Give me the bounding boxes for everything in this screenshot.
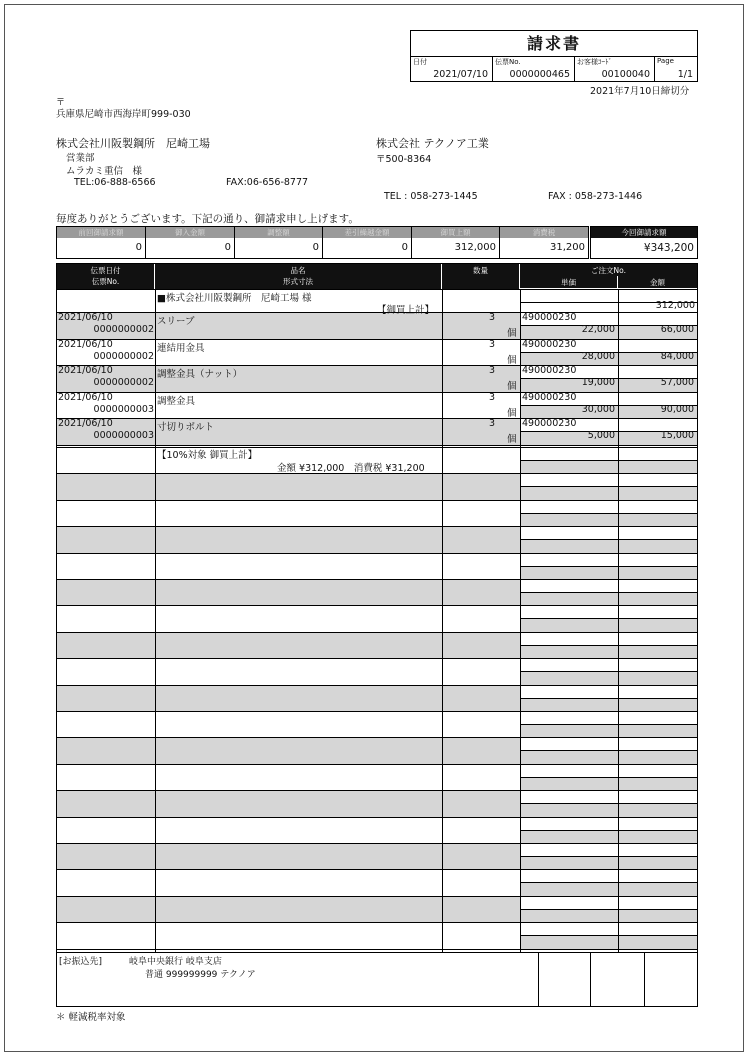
slip-number: 0000000465: [509, 69, 570, 80]
row-divider: [57, 949, 697, 950]
row-divider: [520, 724, 697, 725]
row-date: 2021/06/10: [58, 418, 113, 429]
row-divider: [57, 365, 697, 366]
price-shade: [520, 724, 697, 737]
price-shade: [520, 539, 697, 552]
customer-line: ■株式会社川阪製鋼所 尼崎工場 様: [157, 293, 312, 304]
row-shade: [57, 737, 520, 763]
header-item-spec: [155, 264, 442, 289]
row-order-no: 490000230: [522, 365, 577, 376]
row-amount: 57,000: [660, 377, 694, 388]
summary-adjust: [234, 226, 323, 259]
row-divider: [520, 539, 697, 540]
line-items-table: [56, 263, 698, 953]
row-divider: [520, 803, 697, 804]
row-divider: [520, 671, 697, 672]
date-cell: [411, 57, 493, 82]
summary-previous: [56, 226, 146, 259]
summary-purchase-label: 御買上額: [412, 227, 499, 238]
row-divider: [520, 830, 697, 831]
recipient-address: 兵庫県尼崎市西海岸町999-030: [56, 109, 191, 120]
row-slip: 0000000003: [93, 430, 154, 441]
row-order-no: 490000230: [522, 418, 577, 429]
row-price: 19,000: [581, 377, 615, 388]
closing-date: 2021年7月10日締切分: [590, 86, 690, 97]
bank-account: 普通 999999999 テクノア: [145, 970, 256, 980]
row-divider: [520, 935, 697, 936]
row-shade: [57, 685, 520, 711]
row-order-no: 490000230: [522, 391, 577, 403]
summary-tax-label: 消費税: [500, 227, 588, 238]
row-divider: [57, 632, 697, 633]
row-qty: 3: [488, 365, 495, 376]
header-date-slip: [57, 264, 155, 289]
row-shade: [57, 896, 520, 922]
row-qty: 3: [488, 312, 495, 323]
row-amount: 84,000: [660, 350, 694, 362]
recipient-company: 株式会社川阪製鋼所 尼崎工場: [56, 137, 210, 150]
sender-postal: 〒500-8364: [376, 154, 432, 165]
sender-fax: FAX : 058-273-1446: [548, 191, 643, 202]
summary-adjust-value: 0: [312, 242, 319, 253]
row-divider: [57, 711, 697, 712]
row-unit: 個: [507, 407, 517, 419]
price-shade: [520, 513, 697, 526]
header-item: 品名: [290, 266, 306, 275]
row-slip: 0000000002: [93, 350, 154, 362]
row-divider: [520, 777, 697, 778]
row-divider: [57, 869, 697, 870]
row-divider: [57, 896, 697, 897]
row-divider: [520, 513, 697, 514]
row-price: 28,000: [581, 350, 615, 362]
summary-previous-value: 0: [135, 242, 142, 253]
row-price: 5,000: [587, 430, 615, 441]
row-price: 30,000: [581, 403, 615, 415]
row-unit: 個: [507, 354, 517, 366]
price-shade: [520, 698, 697, 711]
row-unit: 個: [507, 328, 517, 339]
footer-divider: [538, 953, 539, 1006]
price-shade: [520, 645, 697, 658]
price-shade: [520, 750, 697, 763]
row-amount: 15,000: [660, 430, 694, 441]
row-divider: [520, 909, 697, 910]
summary-payment-label: 御入金額: [146, 227, 234, 238]
header-qty-label: 数量: [473, 266, 488, 275]
page-cell: [655, 57, 697, 82]
summary-purchase-value: 312,000: [454, 242, 496, 253]
footer-box: [56, 953, 698, 1007]
row-shade: [57, 473, 520, 499]
price-shade: [520, 909, 697, 922]
subtotal-label: 【御買上計】: [377, 305, 435, 316]
summary-total-label: 今回御請求額: [591, 227, 697, 238]
row-divider: [520, 645, 697, 646]
row-qty: 3: [488, 418, 495, 429]
header-spec: 形式寸法: [283, 277, 313, 286]
row-date: 2021/06/10: [58, 365, 113, 376]
row-unit: 個: [507, 381, 517, 392]
row-date: 2021/06/10: [58, 338, 113, 350]
recipient-person: ムラカミ重信 様: [66, 166, 143, 177]
header-slip: 伝票No.: [91, 277, 120, 286]
column-divider: [618, 289, 619, 952]
column-divider: [155, 289, 156, 952]
price-shade: [520, 856, 697, 869]
header-amount-label: 金額: [650, 278, 665, 287]
row-date: 2021/06/10: [58, 312, 113, 323]
column-divider: [520, 289, 521, 952]
summary-tax: [499, 226, 589, 259]
price-shade: [520, 777, 697, 790]
summary-payment-value: 0: [224, 242, 231, 253]
slip-label: 伝票No.: [495, 58, 521, 66]
header-price: [520, 276, 618, 288]
sender-tel: TEL : 058-273-1445: [384, 191, 478, 202]
row-slip: 0000000003: [93, 403, 154, 415]
row-item: 調整金具（ナット）: [157, 369, 243, 380]
row-divider: [57, 447, 697, 448]
row-shade: [57, 790, 520, 816]
row-divider: [520, 698, 697, 699]
row-divider: [57, 922, 697, 923]
row-order-no: 490000230: [522, 312, 577, 323]
price-shade: [520, 935, 697, 948]
price-shade: [520, 566, 697, 579]
summary-carryover: [322, 226, 412, 259]
row-divider: [57, 579, 697, 580]
row-slip: 0000000002: [93, 377, 154, 388]
sender-company: 株式会社 テクノア工業: [376, 137, 489, 150]
row-divider: [57, 764, 697, 765]
summary-previous-label: 前回御請求額: [57, 227, 145, 238]
row-order-no: 490000230: [522, 338, 577, 350]
row-amount: 90,000: [660, 403, 694, 415]
document-title: 請求書: [411, 31, 697, 57]
summary-total: [590, 226, 698, 259]
bank-label: [お振込先]: [59, 957, 103, 967]
price-shade: [520, 803, 697, 816]
summary-payment: [145, 226, 235, 259]
row-divider: [57, 605, 697, 606]
row-item: 連結用金具: [157, 342, 205, 354]
page-label: Page: [657, 57, 674, 65]
row-divider: [520, 566, 697, 567]
reduced-tax-note: ＊ 軽減税率対象: [56, 1012, 126, 1023]
row-divider: [520, 882, 697, 883]
footer-divider: [590, 953, 591, 1006]
row-divider: [520, 750, 697, 751]
row-shade: [57, 632, 520, 658]
row-divider: [57, 658, 697, 659]
bank-name: 岐阜中央銀行 岐阜支店: [129, 957, 222, 967]
row-divider: [520, 460, 697, 461]
row-item: 調整金具: [157, 395, 196, 407]
customer-code-cell: [575, 57, 655, 82]
row-divider: [57, 817, 697, 818]
postal-mark: 〒: [56, 98, 66, 108]
row-divider: [520, 856, 697, 857]
row-divider: [57, 289, 697, 290]
row-divider: [57, 392, 697, 393]
row-divider: [57, 526, 697, 527]
row-divider: [57, 553, 697, 554]
summary-total-value: ¥343,200: [643, 242, 694, 254]
slip-cell: [493, 57, 575, 82]
row-divider: [57, 339, 697, 340]
tax-summary-detail: 金額 ¥312,000 消費税 ¥31,200: [277, 463, 425, 474]
summary-carryover-label: 差引繰越金額: [323, 227, 411, 238]
price-shade: [520, 882, 697, 895]
greeting-text: 毎度ありがとうございます。下記の通り、御請求申し上げます。: [56, 213, 359, 225]
header-price-label: 単価: [561, 278, 576, 287]
footer-divider: [644, 953, 645, 1006]
summary-purchase: [411, 226, 500, 259]
row-amount: 66,000: [660, 324, 694, 335]
header-date: 伝票日付: [90, 266, 121, 275]
page-number: 1/1: [677, 69, 693, 80]
row-item: 寸切りボルト: [157, 422, 215, 433]
tax-summary-title: 【10%対象 御買上計】: [157, 450, 258, 461]
row-date: 2021/06/10: [58, 391, 113, 403]
row-divider: [520, 618, 697, 619]
row-divider: [57, 790, 697, 791]
row-divider: [57, 418, 697, 419]
row-unit: 個: [507, 434, 517, 445]
row-qty: 3: [488, 338, 495, 350]
summary-table: [56, 226, 698, 260]
row-shade: [57, 843, 520, 869]
recipient-tel: TEL:06-888-6566: [74, 177, 156, 188]
row-divider: [57, 500, 697, 501]
row-divider: [57, 685, 697, 686]
customer-code-label: お客様ｺｰﾄﾞ: [577, 58, 612, 66]
customer-code: 00100040: [601, 69, 650, 80]
row-divider: [57, 737, 697, 738]
row-item: スリーブ: [157, 316, 195, 327]
recipient-dept: 営業部: [66, 153, 95, 164]
header-amount: [618, 276, 697, 288]
invoice-title-block: [410, 30, 698, 82]
header-quantity: [442, 264, 520, 289]
row-slip: 0000000002: [93, 324, 154, 335]
row-shade: [57, 579, 520, 605]
row-qty: 3: [488, 391, 495, 403]
price-shade: [520, 671, 697, 684]
date-label: 日付: [413, 58, 427, 66]
price-shade: [520, 830, 697, 843]
summary-adjust-label: 調整額: [235, 227, 322, 238]
row-price: 22,000: [581, 324, 615, 335]
row-divider: [57, 445, 697, 446]
row-shade: [57, 526, 520, 552]
summary-tax-value: 31,200: [550, 242, 585, 253]
summary-carryover-value: 0: [401, 242, 408, 253]
row-divider: [57, 843, 697, 844]
price-shade: [520, 592, 697, 605]
invoice-date: 2021/07/10: [433, 69, 488, 80]
recipient-fax: FAX:06-656-8777: [226, 177, 309, 188]
price-shade: [520, 460, 697, 473]
header-order: [520, 264, 697, 276]
subtotal-amount: 312,000: [655, 300, 695, 311]
price-shade: [520, 486, 697, 499]
header-order-label: ご注文No.: [591, 266, 626, 275]
row-divider: [520, 592, 697, 593]
column-divider: [442, 289, 443, 952]
price-shade: [520, 618, 697, 631]
row-divider: [520, 486, 697, 487]
